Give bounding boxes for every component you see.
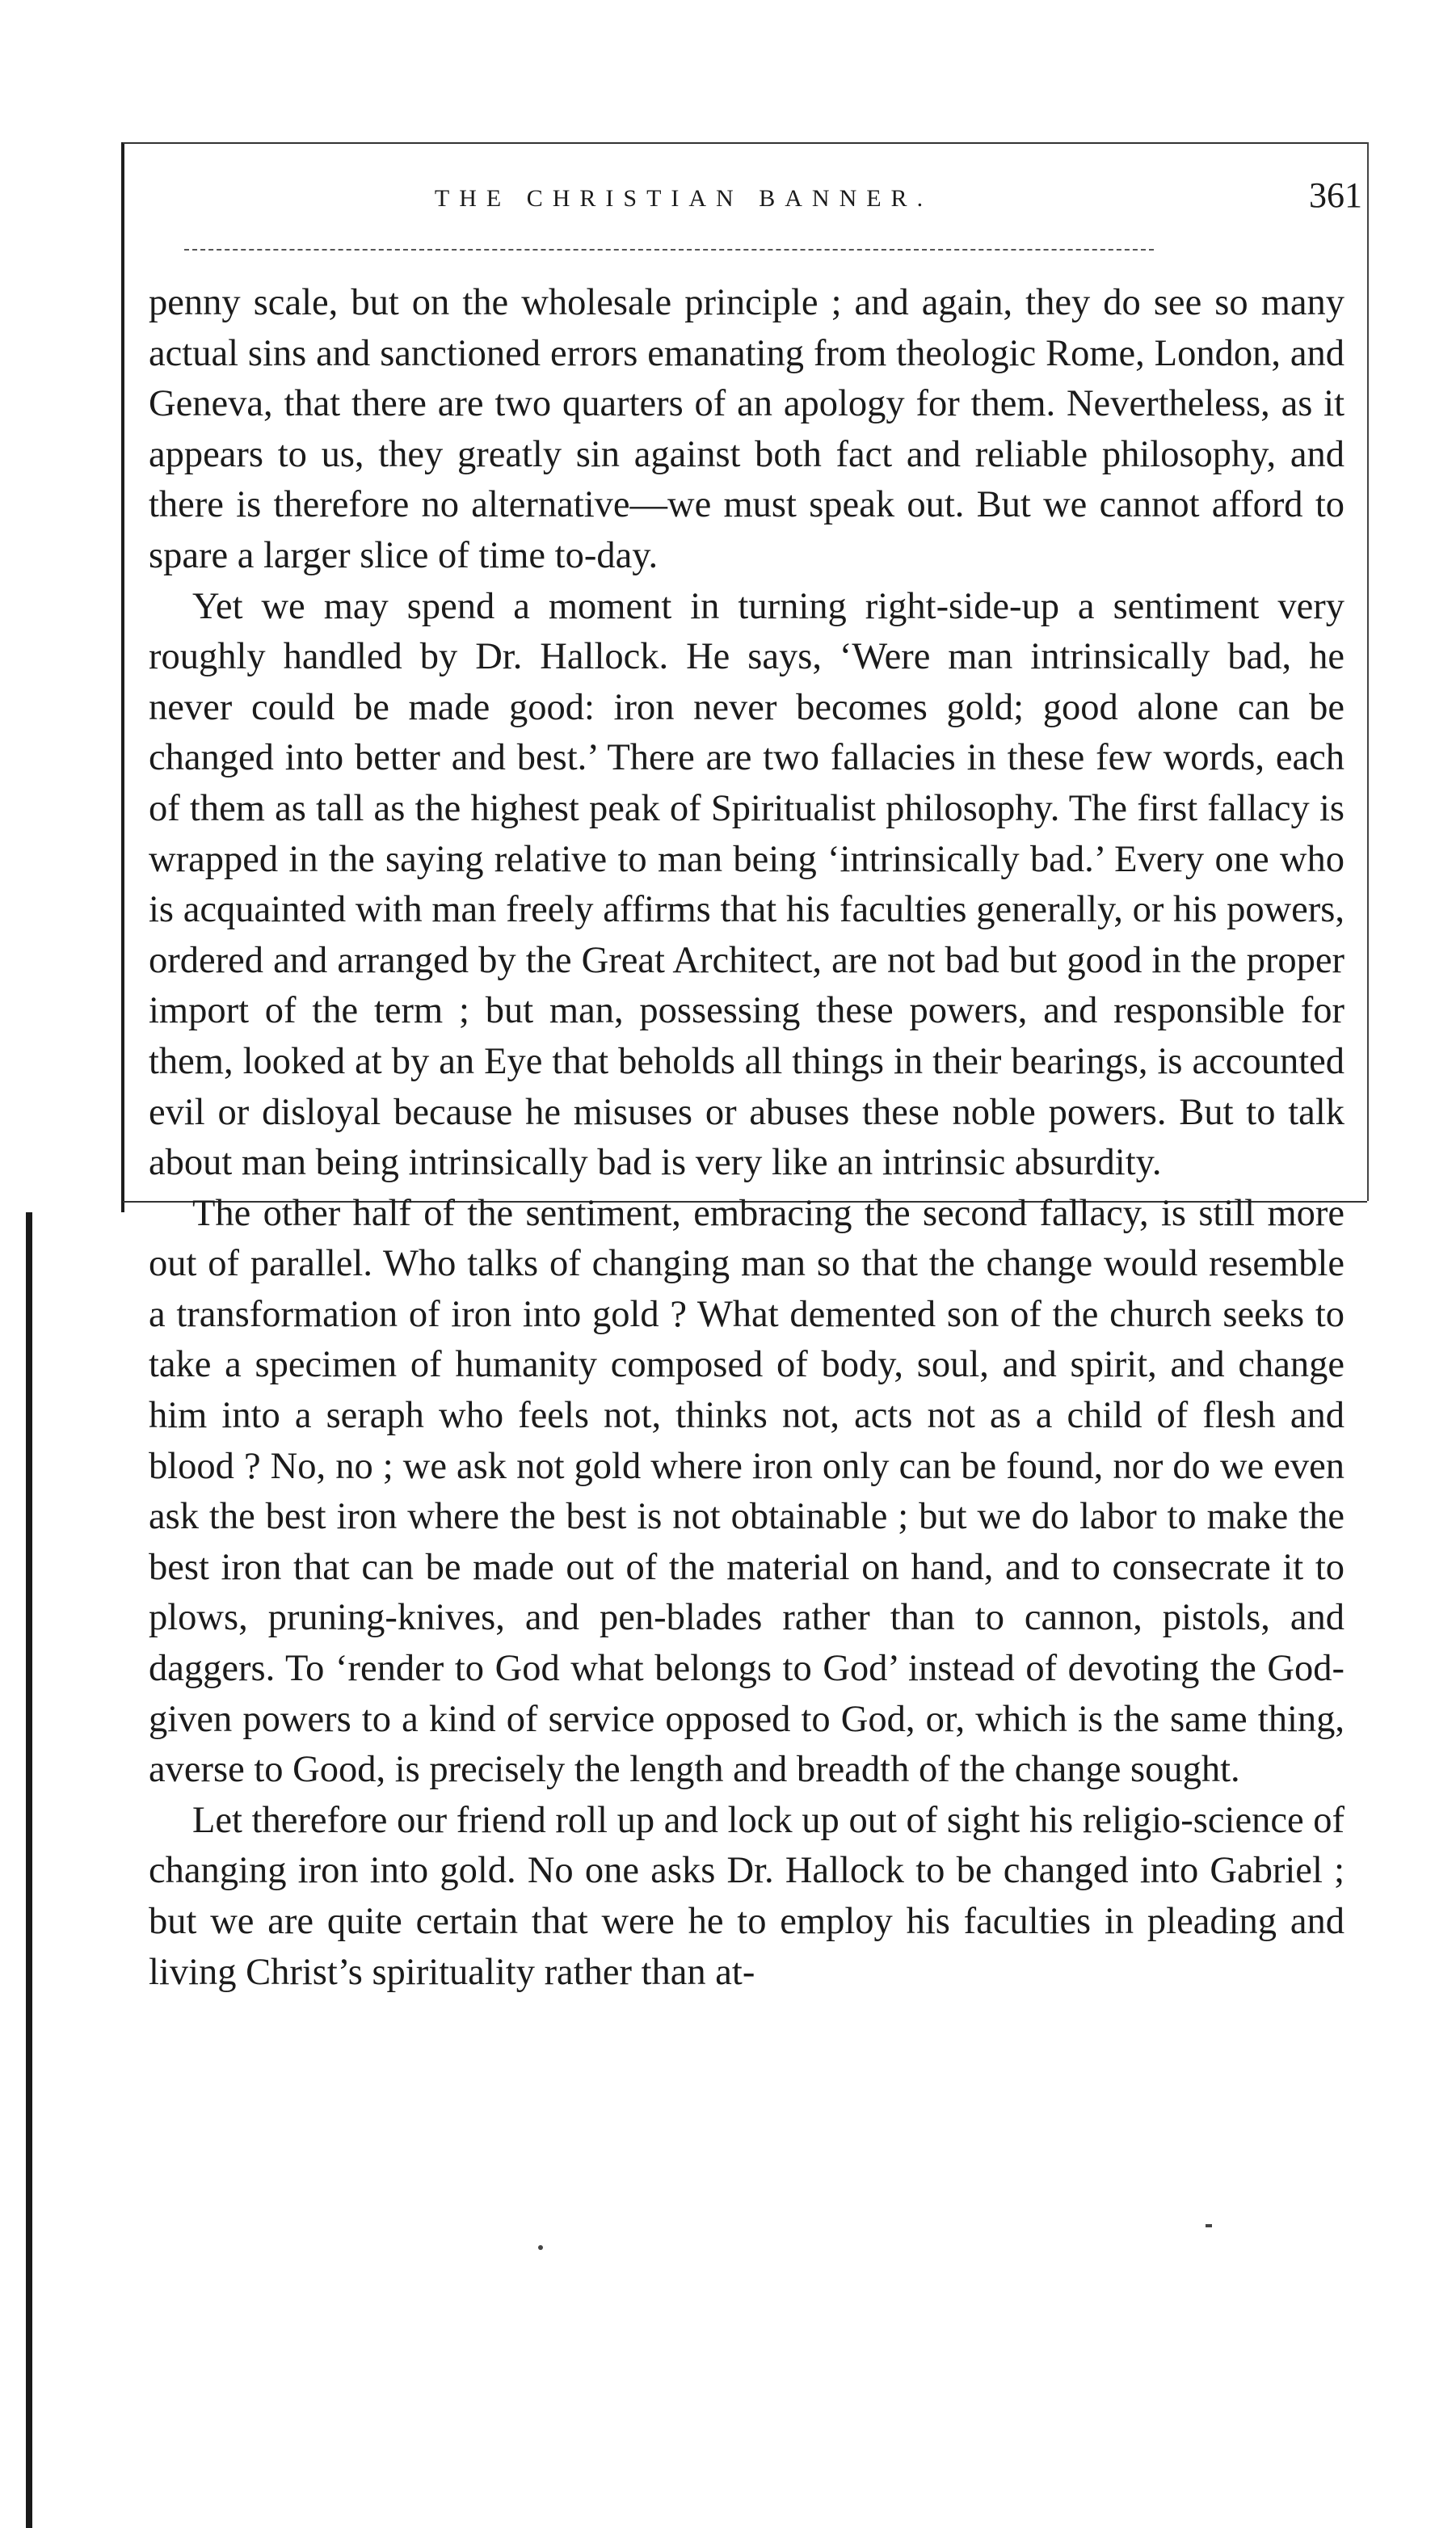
body-text: [149, 278, 1344, 1998]
paragraph-3: The other half of the sentiment, embracing the second fallacy, is still more out of parallel. Who talks of changing man so that the change would resemble a transformation of iron into gold ? What demented son of the church seeks to take a specimen of humanity composed of body, soul, and spirit, and change him into a seraph who feels not, thinks not, acts not as a child of flesh and blood ? No, no ; we ask not gold where iron only can be found, nor do we even ask the best iron where the best is not obtainable ; but we do labor to make the best iron that can be made out of the material on hand, and to consecrate it to plows, pruning-knives, and pen-blades rather than to cannon, pistols, and daggers. To ‘render to God what belongs to God’ instead of devoting the God-given powers to a kind of service opposed to God, or, which is the same thing, averse to Good, is precisely the length and breadth of the change sought.: [149, 1192, 1344, 1791]
paper-speck: [1206, 2224, 1212, 2227]
top-border-rule: [123, 142, 1367, 144]
paragraph-4: Let therefore our friend roll up and lock up out of sight his religio-science of changing iron into gold. No one asks Dr. Hallock to be changed into Gabriel ; but we are quite certain that were he to employ his faculties in pleading and living Christ’s spirituality rather than at-: [149, 1799, 1344, 1993]
left-margin-rule: [121, 142, 124, 1212]
left-binding-edge: [26, 1212, 32, 2528]
page-number: 361: [1309, 175, 1362, 215]
paragraph-2: Yet we may spend a moment in turning right-side-up a sentiment very roughly handled by Dr. Hallock. He says, ‘Were man intrinsically bad, he never could be made good: iron never becomes gold; good alone can be changed into better and best.’ There are two fallacies in these few words, each of them as tall as the highest peak of Spiritualist philosophy. The first fallacy is wrapped in the saying relative to man being ‘intrinsically bad.’ Every one who is acquainted with man freely affirms that his faculties generally, or his powers, ordered and arranged by the Great Architect, are not bad but good in the proper import of the term ; but man, possessing these powers, and responsible for them, looked at by an Eye that beholds all things in their bearings, is accounted evil or disloyal because he misuses or abuses these noble powers. But to talk about man being intrinsically bad is very like an intrinsic absurdity.: [149, 585, 1344, 1184]
header-dashed-rule: [184, 249, 1154, 251]
right-margin-rule: [1367, 142, 1369, 1201]
paper-speck: [538, 2245, 543, 2250]
running-head: [142, 175, 1362, 228]
paragraph-1: penny scale, but on the wholesale principle ; and again, they do see so many actual sins and sanctioned errors emanating from theologic Rome, London, and Geneva, that there are two quarters of an apology for them. Nevertheless, as it appears to us, they greatly sin against both fact and reliable philosophy, and there is therefore no alternative—we must speak out. But we cannot afford to spare a larger slice of time to-day.: [149, 282, 1344, 576]
running-title: THE CHRISTIAN BANNER.: [434, 185, 933, 212]
